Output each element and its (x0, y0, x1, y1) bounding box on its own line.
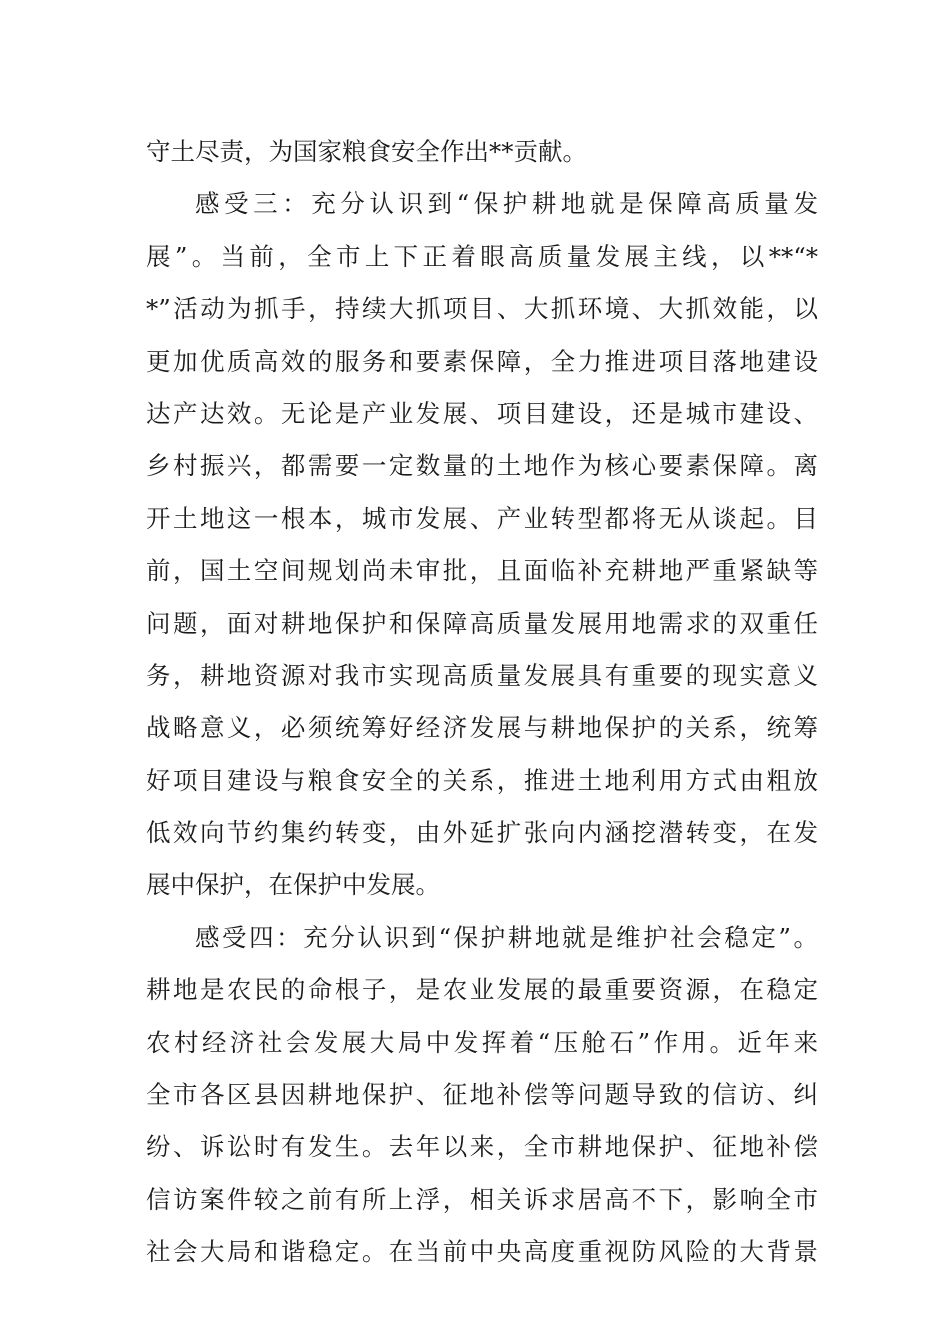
text-line: 乡村振兴，都需要一定数量的土地作为核心要素保障。离 (146, 451, 818, 481)
text-line: 社会大局和谐稳定。在当前中央高度重视防风险的大背景 (146, 1237, 818, 1267)
text-line: 更加优质高效的服务和要素保障，全力推进项目落地建设 (146, 346, 818, 376)
text-line: 守土尽责，为国家粮食安全作出**贡献。 (146, 137, 587, 166)
text-line: 开土地这一根本，城市发展、产业转型都将无从谈起。目 (146, 503, 818, 533)
text-line: 农村经济社会发展大局中发挥着“压舱石”作用。近年来 (146, 1027, 818, 1057)
text-line: 战略意义，必须统筹好经济发展与耕地保护的关系，统筹 (146, 713, 818, 743)
text-line: 务，耕地资源对我市实现高质量发展具有重要的现实意义 (146, 660, 818, 690)
text-line: *”活动为抓手，持续大抓项目、大抓环境、大抓效能，以 (146, 294, 818, 324)
text-line: 问题，面对耕地保护和保障高质量发展用地需求的双重任 (146, 608, 818, 638)
text-line: 达产达效。无论是产业发展、项目建设，还是城市建设、 (146, 398, 818, 428)
text-line: 感受三：充分认识到“保护耕地就是保障高质量发 (195, 189, 818, 219)
text-line: 感受四：充分认识到“保护耕地就是维护社会稳定”。 (195, 922, 818, 952)
text-line: 信访案件较之前有所上浮，相关诉求居高不下，影响全市 (146, 1184, 818, 1214)
text-line: 展”。当前，全市上下正着眼高质量发展主线，以**“* (146, 241, 818, 271)
text-line: 全市各区县因耕地保护、征地补偿等问题导致的信访、纠 (146, 1080, 818, 1110)
text-line: 前，国土空间规划尚未审批，且面临补充耕地严重紧缺等 (146, 556, 818, 586)
text-line: 低效向节约集约转变，由外延扩张向内涵挖潜转变，在发 (146, 818, 818, 848)
text-line: 纷、诉讼时有发生。去年以来，全市耕地保护、征地补偿 (146, 1132, 818, 1162)
text-line: 好项目建设与粮食安全的关系，推进土地利用方式由粗放 (146, 765, 818, 795)
text-line: 耕地是农民的命根子，是农业发展的最重要资源，在稳定 (146, 975, 818, 1005)
document-body (146, 126, 818, 1279)
text-line: 展中保护，在保护中发展。 (146, 870, 440, 900)
